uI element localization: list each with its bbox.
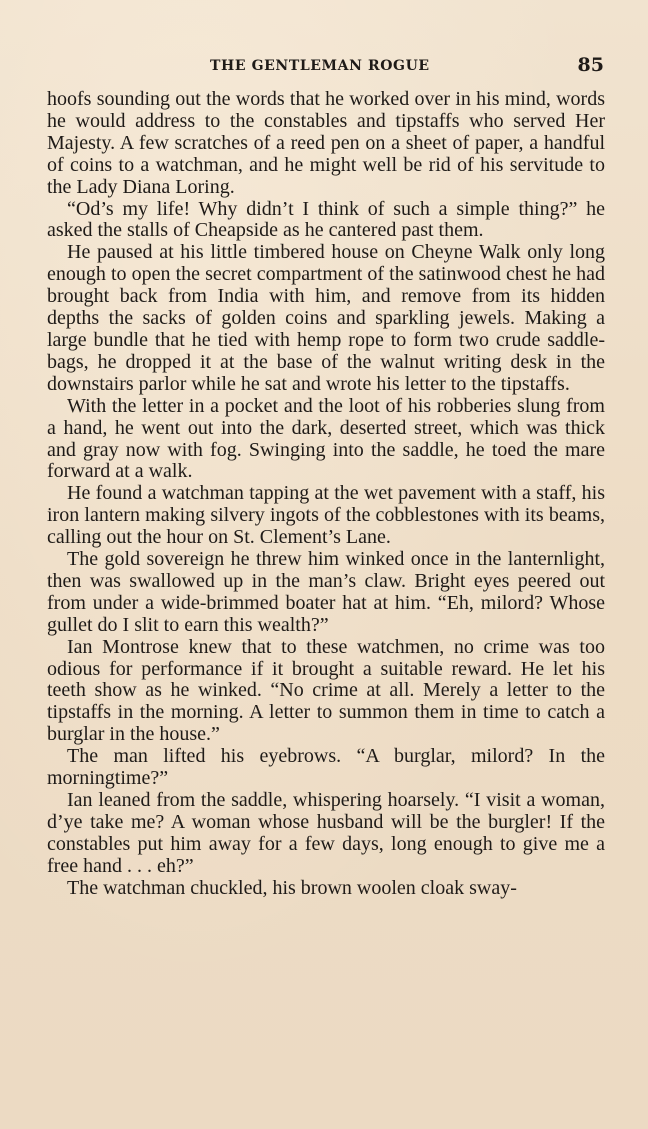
running-head [0, 56, 648, 80]
paragraph: With the letter in a pocket and the loot of his robberies slung from a hand, he went out into the dark, deserted street, which was thick and gray now with fog. Swinging into the saddle, he toed the mare forward at a walk. [47, 394, 605, 483]
paragraph: The watchman chuckled, his brown woolen cloak sway- [67, 876, 517, 899]
paragraph: He paused at his little timbered house on Cheyne Walk only long enough to open the secret compartment of the satinwood chest he had brought back from India with him, and remove from its hidden depths the sacks of golden coins and sparkling jewels. Making a large bundle that he tied with hemp rope to form two crude saddle-bags, he dropped it at the base of the walnut writing desk in the downstairs parlor while he sat and wrote his letter to the tipstaffs. [47, 241, 605, 395]
paragraph: He found a watchman tapping at the wet pavement with a staff, his iron lantern making silvery ingots of the cobblestones with its beams, calling out the hour on St. Clement’s Lane. [47, 482, 605, 549]
paragraph: The gold sovereign he threw him winked once in the lanternlight, then was swallowed up in the man’s claw. Bright eyes peered out from under a wide-brimmed boater hat at him. “Eh, milord? Whose gullet do I slit to earn this wealth?” [47, 548, 605, 636]
paragraph: Ian Montrose knew that to these watchmen, no crime was too odious for performance if it brought a suitable reward. He let his teeth show as he winked. “No crime at all. Merely a letter to the tipstaffs in the morning. A letter to summon them in time to catch a burglar in the house.” [47, 635, 605, 746]
paragraph: “Od’s my life! Why didn’t I think of such a simple thing?” he asked the stalls of Cheapside as he cantered past them. [47, 197, 605, 242]
page-number: 85 [577, 54, 604, 76]
body-text [47, 89, 605, 900]
paragraph: hoofs sounding out the words that he worked over in his mind, words he would address to the constables and tipstaffs who served Her Majesty. A few scratches of a reed pen on a sheet of paper, a handful of coins to a watchman, and he might well be rid of his servitude to the Lady Diana Loring. [47, 88, 605, 198]
paragraph: Ian leaned from the saddle, whispering hoarsely. “I visit a woman, d’ye take me? A woman whose husband will be the burgler! If the constables put him away for a few days, long enough to give me a free hand . . . eh?” [47, 789, 605, 877]
running-head-title: THE GENTLEMAN ROGUE [210, 58, 430, 74]
paragraph: The man lifted his eyebrows. “A burglar, milord? In the morningtime?” [47, 745, 605, 790]
